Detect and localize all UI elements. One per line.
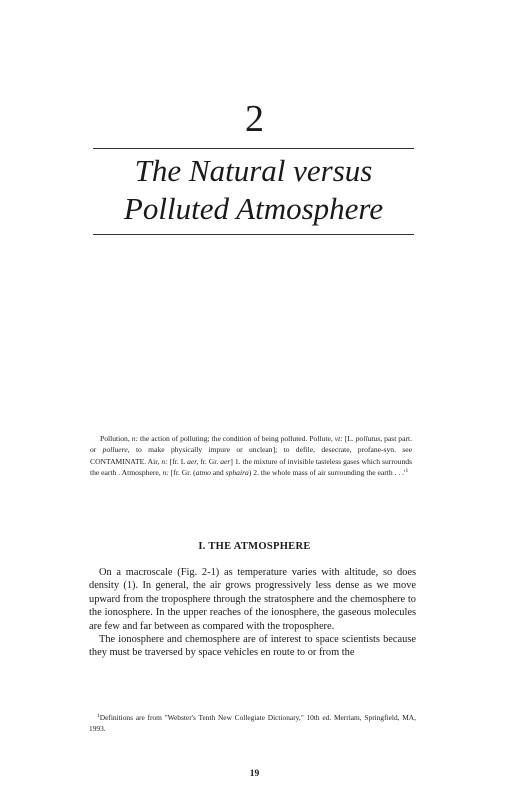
chapter-title [93, 152, 414, 228]
epigraph-text: Pollution, n: the action of polluting; the condition of being polluted. Pollute, vt: [L. pollutus, past part. or polluere, to make physically impure or unclean]; to defile, desecrate, profane-syn. see CONTAMINATE. Air, n: [fr. L aer, fr. Gr. aer] 1. the mixture of invisible tasteless gases which surrounds the earth . Atmosphere, n: [fr. Gr. (atmo and sphaira) 2. the whole mass of air surrounding the earth . . $.'^1$ [90, 434, 413, 478]
chapter-title-line-2: Polluted Atmosphere [123, 191, 384, 226]
footnote [89, 712, 416, 734]
title-rule-bottom [93, 234, 414, 235]
footnote-marker: 1 [97, 713, 100, 719]
chapter-number: 2 [245, 98, 264, 140]
page-number: 19 [249, 769, 260, 779]
footnote-text: $^1$Definitions are from "Webster's Tenth New Collegiate Dictionary," 10th ed. Merriam, Springfield, MA, 1993. [89, 713, 416, 734]
paragraph-2: The ionosphere and chemosphere are of interest to space scientists because they must be traversed by space vehicles en route to or from the [89, 634, 416, 659]
epigraph [90, 433, 412, 479]
section-heading: I. THE ATMOSPHERE [198, 541, 311, 552]
chapter-title-line-1: The Natural versus [134, 153, 373, 188]
body-text [89, 566, 416, 660]
paragraph-1: On a macroscale (Fig. 2-1) as temperature varies with altitude, so does density (1). In general, the air grows progressively less dense as we move upward from the troposphere through the stratosphere and the chemosphere to the ionosphere. In the upper reaches of the ionosphere, the gaseous molecules are few and far between as compared with the troposphere. [89, 567, 416, 632]
epigraph-footnote-marker: 1 [405, 468, 409, 475]
title-rule-top [93, 148, 414, 149]
